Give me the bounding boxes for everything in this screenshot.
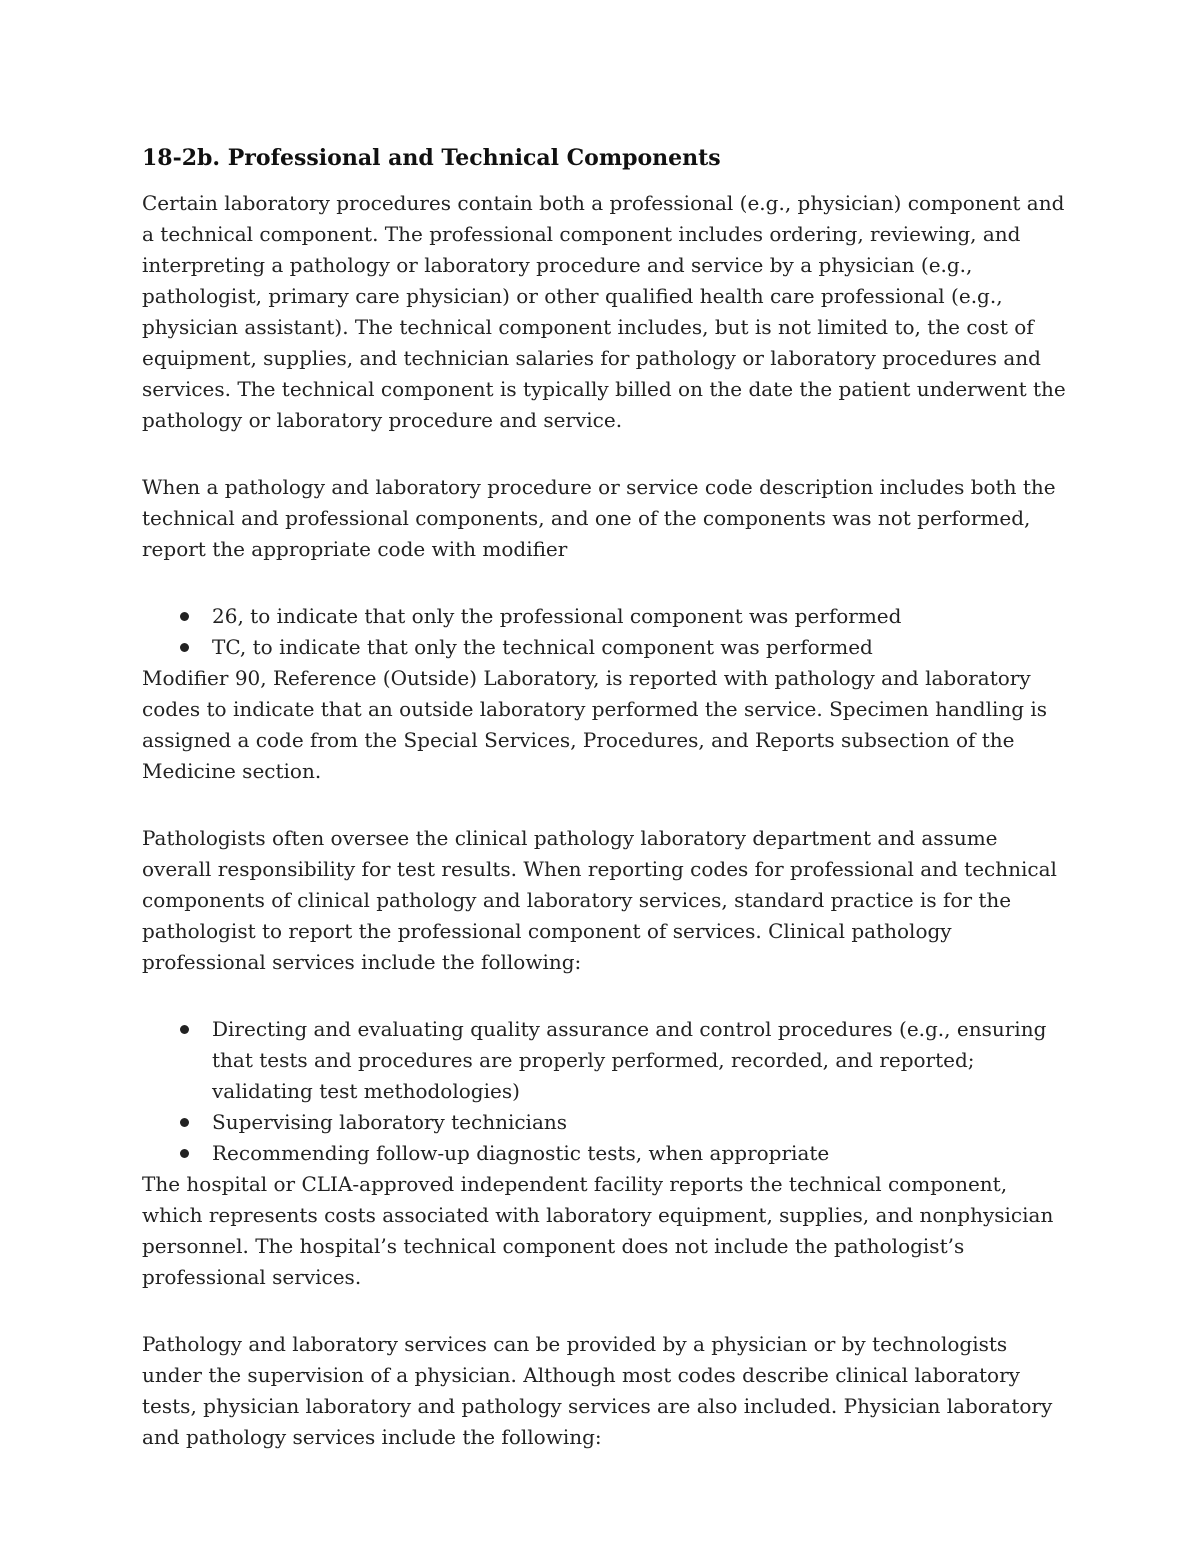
services-list xyxy=(142,1014,1072,1169)
bullet-icon xyxy=(180,612,189,621)
bullet-icon xyxy=(180,1118,189,1127)
list-item-text: TC, to indicate that only the technical component was performed xyxy=(212,635,873,659)
paragraph-spacer xyxy=(142,565,1072,601)
paragraph-physician-services: Pathology and laboratory services can be provided by a physician or by technologists under the supervision of a physician. Although most codes describe clinical laboratory tests, physician laboratory and pathology services are also included. Physician laboratory and pathology services include the following: xyxy=(142,1332,1053,1449)
paragraph-spacer xyxy=(142,978,1072,1014)
list-item xyxy=(142,1138,1072,1169)
paragraph-spacer xyxy=(142,1293,1072,1329)
paragraph-spacer xyxy=(142,787,1072,823)
document-page xyxy=(142,142,1072,1453)
modifier-list xyxy=(142,601,1072,663)
list-item xyxy=(142,601,1072,632)
list-item-text: 26, to indicate that only the professional component was performed xyxy=(212,604,902,628)
list-item-text: Supervising laboratory technicians xyxy=(212,1110,568,1134)
bullet-icon xyxy=(180,1025,189,1034)
paragraph-spacer xyxy=(142,436,1072,472)
list-item xyxy=(142,1014,1072,1107)
paragraph-modifier-90: Modifier 90, Reference (Outside) Laboratory, is reported with pathology and laboratory codes to indicate that an outside laboratory performed the service. Specimen handling is assigned a code from the Special Services, Procedures, and Reports subsection of the Medicine section. xyxy=(142,666,1048,783)
list-item xyxy=(142,1107,1072,1138)
list-item-text: Directing and evaluating quality assurance and control procedures (e.g., ensuring that tests and procedures are properly performed, recorded, and reported; validating test methodologies) xyxy=(212,1017,1047,1103)
list-item-text: Recommending follow-up diagnostic tests, when appropriate xyxy=(212,1141,830,1165)
list-item xyxy=(142,632,1072,663)
paragraph-components-intro: Certain laboratory procedures contain both a professional (e.g., physician) component and a technical component. The professional component includes ordering, reviewing, and interpreting a pathology or laboratory procedure and service by a physician (e.g., pathologist, primary care physician) or other qualified health care professional (e.g., physician assistant). The technical component includes, but is not limited to, the cost of equipment, supplies, and technician salaries for pathology or laboratory procedures and services. The technical component is typically billed on the date the patient underwent the pathology or laboratory procedure and service. xyxy=(142,191,1066,432)
bullet-icon xyxy=(180,643,189,652)
paragraph-modifier-intro: When a pathology and laboratory procedure or service code description includes both the technical and professional components, and one of the components was not performed, report the appropriate code with modifier xyxy=(142,475,1056,561)
paragraph-pathologists: Pathologists often oversee the clinical pathology laboratory department and assume overall responsibility for test results. When reporting codes for professional and technical components of clinical pathology and laboratory services, standard practice is for the pathologist to report the professional component of services. Clinical pathology professional services include the following: xyxy=(142,826,1057,974)
section-heading: 18-2b. Professional and Technical Components xyxy=(142,145,721,171)
bullet-icon xyxy=(180,1149,189,1158)
paragraph-technical-component: The hospital or CLIA-approved independent facility reports the technical component, which represents costs associated with laboratory equipment, supplies, and nonphysician personnel. The hospital’s technical component does not include the pathologist’s professional services. xyxy=(142,1172,1054,1289)
